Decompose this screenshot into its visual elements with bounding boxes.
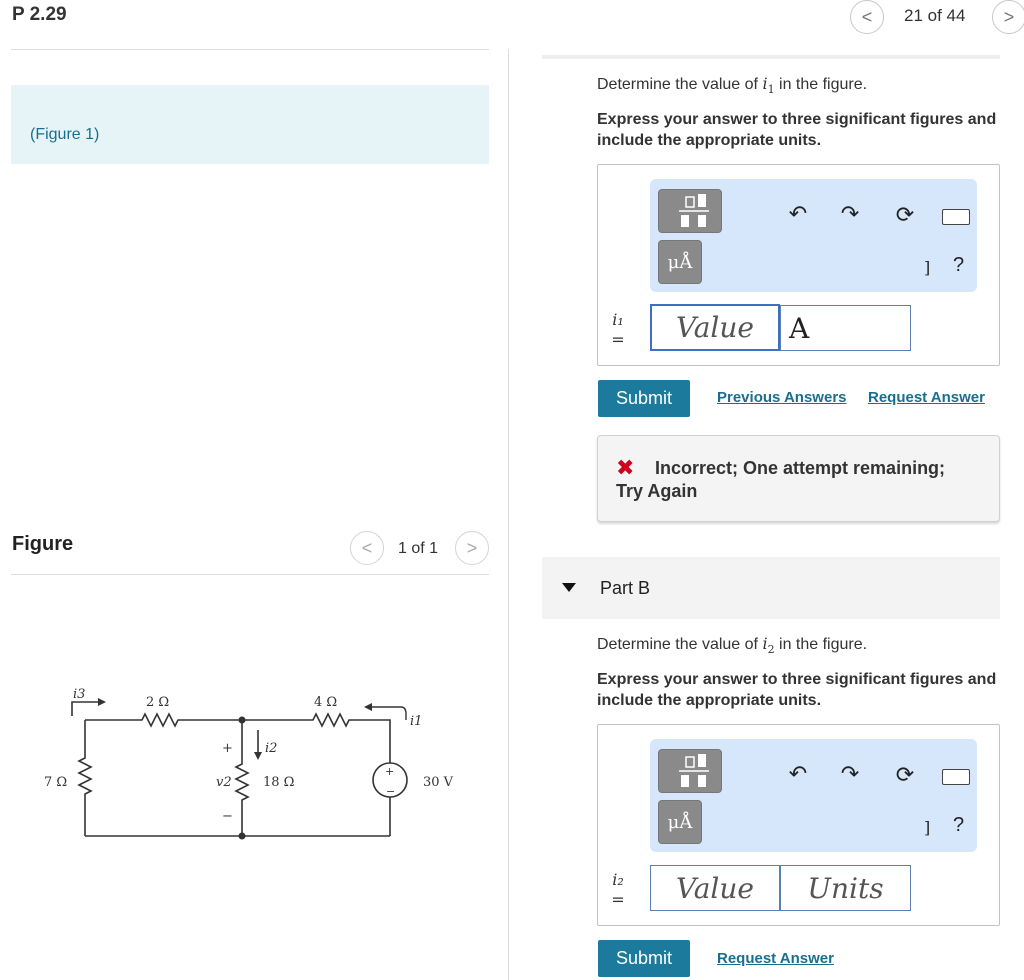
figure-next-button[interactable] (455, 531, 489, 565)
bracket-icon[interactable]: ] (924, 818, 931, 837)
label-minus: − (222, 809, 233, 824)
label-2-ohm: 2 Ω (146, 695, 170, 710)
undo-icon[interactable]: ↶ (788, 761, 808, 786)
part-b-question: Determine the value of $i_2$ in the figure. (597, 634, 868, 657)
part-b-variable: $i_2$ (762, 634, 775, 657)
chevron-left-icon: < (861, 6, 873, 27)
problem-title: P 2.29 (12, 4, 67, 25)
part-a-submit-button[interactable]: Submit (598, 380, 690, 417)
part-a-previous-answers-link[interactable]: Previous Answers (717, 389, 847, 406)
problem-pager: 21 of 44 (904, 6, 966, 25)
left-divider-figure (11, 574, 489, 575)
feedback-line-1: Incorrect; One attempt remaining; (655, 458, 946, 478)
part-a-request-answer-link[interactable]: Request Answer (868, 389, 985, 406)
part-b-value-input[interactable]: Value (650, 865, 780, 911)
part-a-unit-input[interactable]: A (780, 305, 911, 351)
help-icon[interactable]: ? (953, 254, 965, 276)
left-divider-top (11, 49, 489, 50)
label-v2: v2 (216, 775, 232, 790)
redo-icon[interactable]: ↷ (840, 761, 860, 786)
label-source-minus: − (386, 785, 396, 798)
seven-ohm-branch (79, 720, 91, 836)
label-i1: i1 (410, 714, 423, 729)
chevron-left-icon: < (361, 537, 373, 558)
part-a-templates-button[interactable] (658, 189, 722, 233)
part-a-var-label: i₁ = (611, 310, 625, 349)
top-wire (85, 714, 390, 763)
feedback-line-2: Try Again (616, 481, 698, 501)
redo-icon[interactable]: ↷ (840, 201, 860, 226)
reset-icon[interactable]: ⟳ (895, 762, 915, 787)
label-4-ohm: 4 Ω (314, 695, 338, 710)
caret-down-icon[interactable] (561, 582, 577, 594)
part-a-instruction: Express your answer to three significant figures and include the appropriate units. (597, 111, 997, 149)
next-problem-button[interactable] (992, 0, 1024, 34)
figure-link-box (11, 85, 489, 164)
keyboard-icon[interactable] (942, 769, 970, 785)
help-icon[interactable]: ? (953, 814, 965, 836)
label-plus: + (222, 741, 233, 756)
keyboard-icon[interactable] (942, 209, 970, 225)
part-b-var-label: i₂ = (611, 870, 625, 909)
part-b-request-answer-link[interactable]: Request Answer (717, 950, 834, 967)
chevron-right-icon: > (466, 537, 478, 558)
incorrect-icon: ✖ (616, 455, 635, 480)
eighteen-ohm-branch (236, 720, 248, 836)
figure-link[interactable]: (Figure 1) (30, 126, 100, 143)
undo-icon[interactable]: ↶ (788, 201, 808, 226)
fraction-template-icon (659, 190, 723, 234)
figure-prev-button[interactable] (350, 531, 384, 565)
part-b-submit-button[interactable]: Submit (598, 940, 690, 977)
label-18-ohm: 18 Ω (263, 775, 295, 790)
junction-top (239, 717, 246, 724)
part-a-question: Determine the value of $i_1$ in the figure. (597, 74, 868, 97)
label-30-volts: 30 V (423, 775, 454, 790)
part-b-instruction: Express your answer to three significant figures and include the appropriate units. (597, 671, 997, 709)
fraction-template-icon (659, 750, 723, 794)
bracket-icon[interactable]: ] (924, 258, 931, 277)
part-a-top-bar (542, 55, 1000, 59)
part-b-unit-input[interactable]: Units (780, 865, 911, 911)
column-divider (508, 49, 509, 980)
junction-bottom (239, 833, 246, 840)
label-i2: i2 (265, 741, 278, 756)
label-7-ohm: 7 Ω (44, 775, 68, 790)
part-b-units-button[interactable]: μÅ (658, 800, 702, 844)
circuit-diagram (30, 680, 490, 850)
part-a-units-button[interactable]: μÅ (658, 240, 702, 284)
chevron-right-icon: > (1003, 6, 1015, 27)
label-i3: i3 (73, 687, 86, 702)
figure-heading: Figure (12, 533, 74, 555)
label-source-plus: + (385, 765, 395, 778)
part-b-templates-button[interactable] (658, 749, 722, 793)
prev-problem-button[interactable] (850, 0, 884, 34)
part-b-title[interactable]: Part B (600, 578, 651, 598)
figure-pager: 1 of 1 (398, 540, 439, 557)
reset-icon[interactable]: ⟳ (895, 202, 915, 227)
part-a-variable: $i_1$ (762, 74, 775, 97)
part-a-value-input[interactable]: Value (650, 304, 780, 351)
